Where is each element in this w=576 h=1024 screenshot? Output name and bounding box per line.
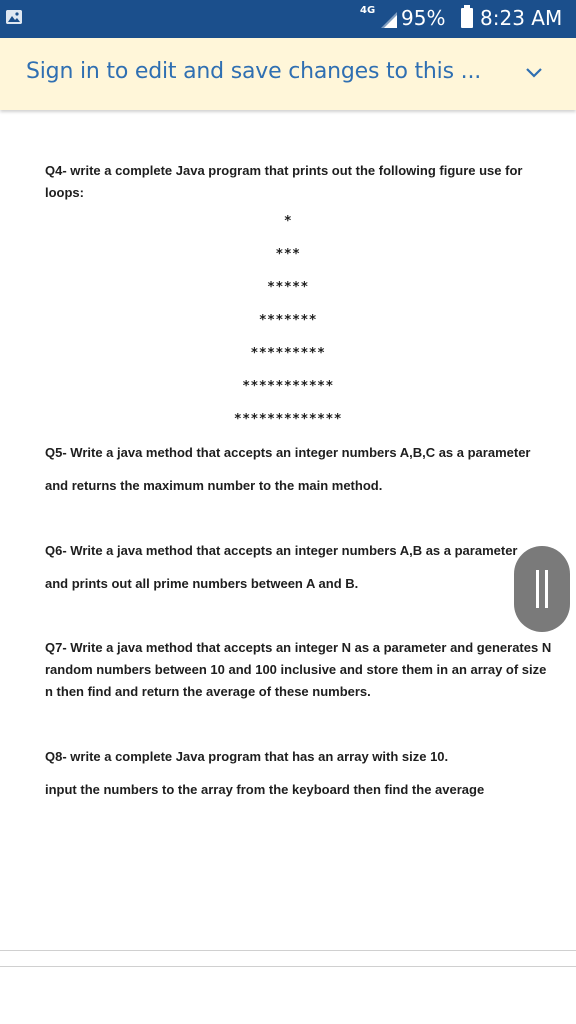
pyramid-row-5: ********* [250, 346, 326, 361]
document-page[interactable] [0, 110, 576, 1024]
pyramid-row-3: ***** [267, 280, 309, 295]
page-divider [0, 966, 576, 967]
pyramid-row-1: * [283, 214, 293, 229]
pyramid-row-7: ************* [233, 412, 343, 427]
chevron-down-icon[interactable] [525, 66, 543, 84]
question-q7: Q7- Write a java method that accepts an integer N as a parameter and generates N random numbers between 10 and 100 inclusive and store them in an array of size n then find and return the average of these numbers. [45, 640, 552, 699]
signin-prompt[interactable]: Sign in to edit and save changes to this ... [26, 59, 482, 84]
signal-icon [381, 12, 397, 33]
question-q8-line1: Q8- write a complete Java program that has an array with size 10. [45, 749, 449, 764]
network-type: 4G [360, 5, 376, 16]
gallery-icon [6, 10, 22, 24]
question-q5-line2: and returns the maximum number to the main method. [45, 478, 383, 493]
question-q6-line1: Q6- Write a java method that accepts an integer numbers A,B as a parameter [45, 543, 518, 558]
pyramid-row-2: *** [275, 247, 301, 262]
signin-banner[interactable] [0, 38, 576, 110]
pyramid-row-4: ******* [258, 313, 318, 328]
battery-icon [461, 8, 473, 28]
question-q6-line2: and prints out all prime numbers between A and B. [45, 576, 359, 591]
question-q4: Q4- write a complete Java program that prints out the following figure use for loops: [45, 163, 523, 200]
scroll-handle[interactable] [514, 546, 570, 632]
clock: 8:23 AM [480, 6, 563, 30]
question-q8-line2: input the numbers to the array from the keyboard then find the average [45, 782, 485, 797]
page-divider [0, 950, 576, 951]
status-bar [0, 0, 576, 38]
pyramid-row-6: *********** [242, 379, 334, 394]
battery-percentage: 95% [401, 6, 446, 30]
question-q5-line1: Q5- Write a java method that accepts an integer numbers A,B,C as a parameter [45, 445, 531, 460]
